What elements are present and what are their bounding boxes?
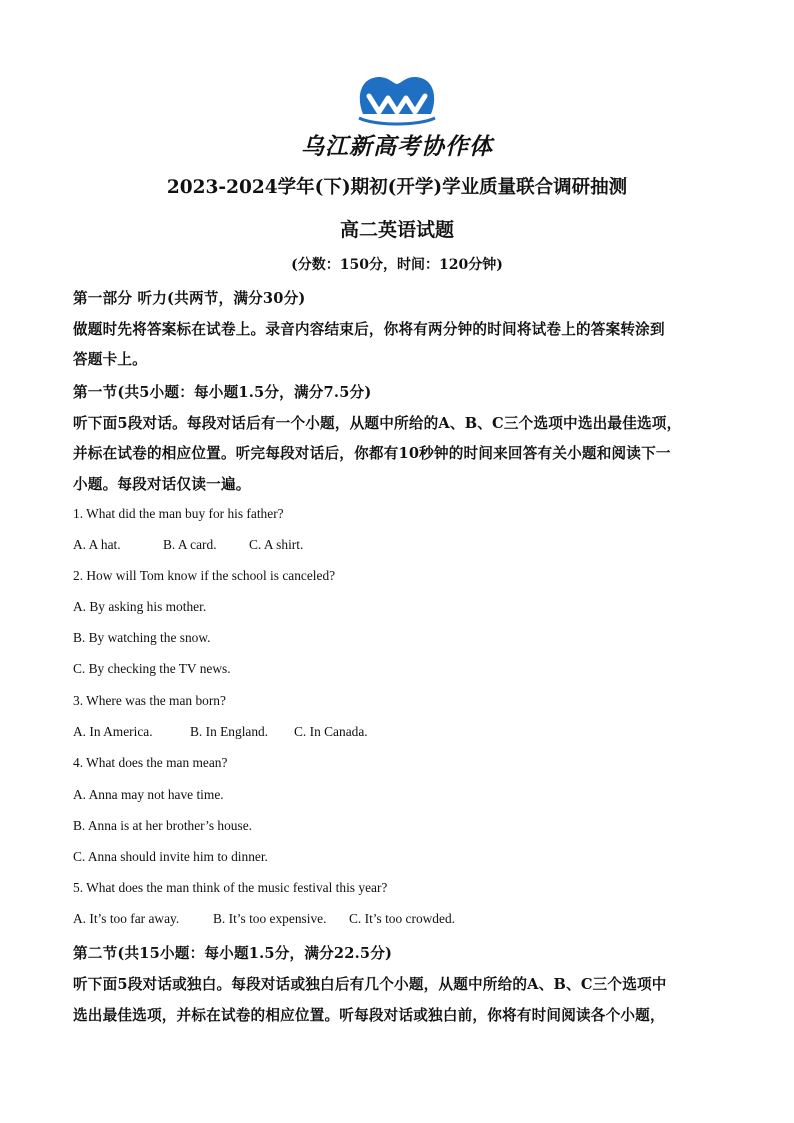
section2-instruction-line: 听下面5段对话或独白。每段对话或独白后有几个小题，从题中所给的A、B、C三个选项中 [73,976,667,993]
option-c: C. In Canada. [294,724,368,739]
options-row [73,724,733,740]
option-b: B. It’s too expensive. [213,911,327,926]
option-c: C. A shirt. [249,537,304,552]
logo-text: 乌江新高考协作体 [301,134,493,160]
section1-instruction-line: 并标在试卷的相应位置。听完每段对话后，你都有10秒钟的时间来回答有关小题和阅读下一 [73,445,671,462]
option-c: C. It’s too crowded. [349,911,455,926]
exam-title: 2023-2024学年(下)期初(开学)学业质量联合调研抽测 [166,177,628,198]
score-info: (分数：150分，时间：120分钟) [291,257,503,273]
option-a: A. In America. [73,724,153,739]
section1-instruction-line: 小题。每段对话仅读一遍。 [73,476,251,493]
option-b: B. A card. [163,537,217,552]
option-b: B. In England. [190,724,269,739]
question-text: 2. How will Tom know if the school is canceled? [73,568,336,583]
wave-w-logo-icon [289,70,505,130]
option-c: C. Anna should invite him to dinner. [73,849,268,864]
option-b: B. Anna is at her brother’s house. [73,818,253,833]
logo [289,70,505,160]
option-c: C. By checking the TV news. [73,661,231,676]
question-text: 5. What does the man think of the music festival this year? [73,880,388,895]
section1-heading: 第一节(共5小题：每小题1.5分，满分7.5分) [73,384,372,401]
part1-instruction-line: 做题时先将答案标在试卷上。录音内容结束后，你将有两分钟的时间将试卷上的答案转涂到 [73,321,665,338]
options-row [73,537,733,553]
option-a: A. By asking his mother. [73,599,207,614]
option-a: A. It’s too far away. [73,911,180,926]
question-text: 3. Where was the man born? [73,693,226,708]
part1-heading: 第一部分 听力(共两节，满分30分) [73,290,306,307]
question-text: 4. What does the man mean? [73,755,228,770]
option-a: A. Anna may not have time. [73,787,224,802]
options-row [73,911,733,927]
exam-subtitle: 高二英语试题 [339,219,454,241]
section1-instruction-line: 听下面5段对话。每段对话后有一个小题，从题中所给的A、B、C三个选项中选出最佳选项， [73,415,682,432]
section2-heading: 第二节(共15小题：每小题1.5分，满分22.5分) [73,945,393,962]
part1-instruction-line: 答题卡上。 [73,351,147,368]
option-a: A. A hat. [73,537,121,552]
section2-instruction-line: 选出最佳选项，并标在试卷的相应位置。听每段对话或独白前，你将有时间阅读各个小题， [73,1007,665,1024]
option-b: B. By watching the snow. [73,630,211,645]
question-text: 1. What did the man buy for his father? [73,506,284,521]
